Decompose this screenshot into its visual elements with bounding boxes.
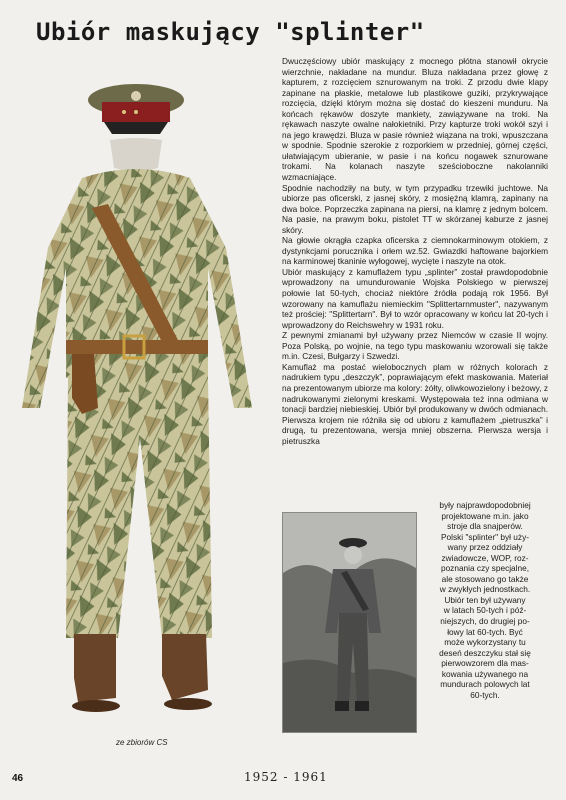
side-text-line: pierwowzorem dla mas- [441,658,529,669]
soldier-bw-photo [282,512,417,733]
paragraph: Spodnie nachodziły na buty, w tym przypadku trzewiki juchtowe. Na ubiorze pas oficerski, z jasnej skóry, z mosiężną klamrą, zapinany na dwa bolce. Poprzeczka zapinana na piersi, na klamrę z jednym bolcem. Na pasie, na prawym boku, pistolet TT w skórzanej kaburze z jasnej skóry. [282,182,548,235]
paragraph: Na głowie okrągła czapka oficerska z ciemnokarminowym otokiem, z dystynkcjami porucznika i orłem wz.52. Gwiazdki haftowane bajorkiem na karminowej tkaninie wyłogowej, wycięte i naszyte na otok. [282,235,548,267]
uniform-photo [12,78,272,738]
side-text-line: może wykorzystany tu [444,637,526,648]
side-text-line: ale stosowano go także [441,573,529,584]
side-text-line: w latach 50-tych i póź- [443,605,527,616]
photo-caption: ze zbiorów CS [116,738,168,747]
side-text-line: zwiadowcze, WOP, roz- [441,552,529,563]
side-text-line: wany przez oddziały [447,542,523,553]
side-text-line: łowy lat 60-tych. Być [447,626,523,637]
page-title: Ubiór maskujący "splinter" [36,18,425,46]
side-text-line: w zwykłych jednostkach. [439,584,531,595]
side-text-line: Polski "splinter" był uży- [441,531,529,542]
side-text-line: niejszych, do drugiej po- [440,616,530,627]
paragraph: Ubiór maskujący z kamuflażem typu „splinter” został prawdopodobnie wprowadzony na umundurowanie Wojska Polskiego w pierwszej połowie lat 50-tych, chociaż niektóre źródła podają rok 1956. Był wzorowany na kamuflażu niemieckim "Splittertarnmuster", nazywanym też prościej: "Splittertarn". Był to wzór opracowany w końcu lat 20-tych i wprowadzony do Reichswehry w 1931 roku. [282,266,548,330]
paragraph: Z pewnymi zmianami był używany przez Niemców w czasie II wojny. Poza Polską, po wojnie, na tego typu maskowaniu wzorowali się także m.in. Czesi, Bułgarzy i Szwedzi. [282,330,548,362]
side-text-line: kowania używanego na [441,668,529,679]
side-text-line: poznania czy specjalne, [440,563,530,574]
side-text-line: deseń deszczyku stał się [439,647,531,658]
page-number: 46 [12,773,24,784]
side-text-line: projektowane m.in. jako [441,510,529,521]
article-body [282,56,548,446]
side-text-line: 60-tych. [470,689,500,700]
paragraph: Dwuczęściowy ubiór maskujący z mocnego płótna stanowił okrycie wierzchnie, nakładane na mundur. Bluza nakładana przez głowę z kapturem, z rozcięciem sznurowanym na troki. Z przodu dwie klapy zapinane na płaskie, metalowe lub plastikowe guziki, przykrywające rozcięcia, dzięki którym można się dostać do kieszeni munduru. Na końcach rękawów doszyte mankiety, zawiązywane na troki. Na rękawach naszyte owalne nałokietniki. Przy kapturze troki wokół szyi i na jego krawędzi. Bluza w pasie również wiązana na troki, wpuszczana w spodnie. Spodnie szerokie z rozporkiem w przedniej, górnej części, ułatwiającym ubieranie, w pasie i na końcu nogawek sznurowane trokami. Na kolanach naszyte sześcioboczne nakolanniki wzmacniające. [282,56,548,183]
side-text-line: mundurach polowych lat [440,679,530,690]
side-text [420,500,550,700]
side-text-line: Ubiór ten był używany [444,594,526,605]
paragraph: Kamuflaż ma postać wielobocznych plam w różnych kolorach z nadrukiem typu „deszczyk”, poprawiającym efekt maskowania. Materiał na prezentowanym ubiorze ma kolory: żółty, oliwkowozielony i beżowy, z nadrukowanymi zielonymi kreskami. Występowała też inna odmiana w tonacji bardziej niebieskiej. Ubiór był produkowany w dwóch odmianach. Pierwsza krojem nie różniła się od ubioru z kamuflażem „pietruszka” i drugą, tu prezentowana, wersja mniej obszerna. Pierwsza wersja i pietruszka [282,361,548,446]
side-text-line: były najprawdopodobniej [439,500,531,510]
footer-years: 1952 - 1961 [244,770,328,784]
side-text-line: stroje dla snajperów. [447,521,523,532]
